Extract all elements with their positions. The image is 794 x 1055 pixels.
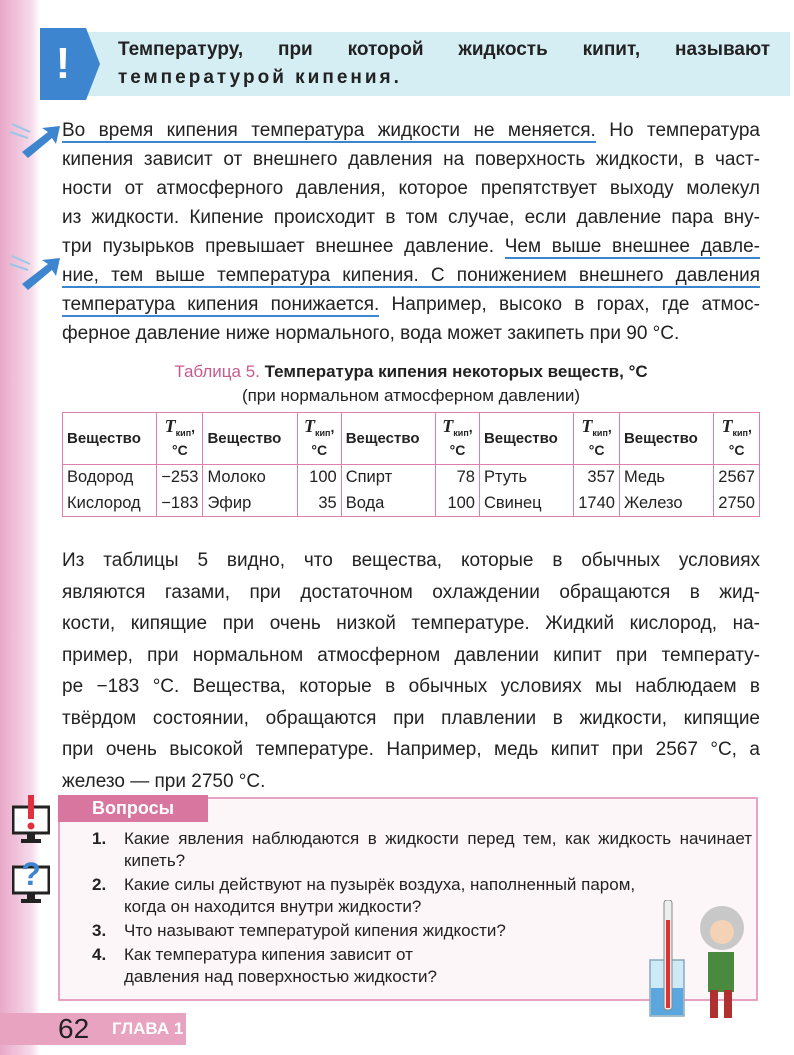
unit-label: °C	[311, 441, 328, 458]
question-text: Какие явления наблюдаются в жидкости перед тем, как жидкость начинает кипеть?	[124, 829, 752, 870]
text-line	[62, 232, 760, 261]
question-item	[92, 874, 652, 918]
column-header-boiling-temp: $T_{кип}$, °C	[574, 413, 620, 465]
text-line	[62, 290, 760, 319]
unit-label: °C	[588, 441, 605, 458]
page-number: 62	[58, 1013, 90, 1044]
substance-cell: Железо	[619, 491, 713, 517]
text-line: кости, кипящие при очень низкой температуре. Жидкий кислород, на-	[62, 613, 760, 634]
boiling-temp-cell: 1740	[574, 491, 620, 517]
text-line	[62, 145, 760, 174]
column-header-boiling-temp: $T_{кип}$, °C	[157, 413, 203, 465]
boiling-temp-cell: 100	[297, 465, 341, 491]
table-row	[63, 491, 760, 517]
question-number: 2.	[92, 875, 107, 894]
text-line	[62, 261, 760, 290]
question-item	[92, 828, 752, 872]
boiling-temp-cell: 2750	[714, 491, 760, 517]
text-segment: ности от атмосферного давления, которое препятствует выходу молекул	[62, 178, 760, 199]
text-segment: три пузырьков превышает внешнее давление.	[62, 236, 505, 257]
underlined-text: температура кипения понижается.	[62, 294, 380, 315]
question-item	[92, 920, 692, 942]
question-number: 4.	[92, 945, 107, 964]
unit-label: °C	[728, 441, 745, 458]
paragraph-table-explanation	[62, 545, 760, 797]
subscript-kip: кип	[175, 427, 192, 438]
chapter-label: ГЛАВА 1	[112, 1019, 184, 1038]
unit-label: °C	[449, 441, 466, 458]
text-line: пример, при нормальном атмосферном давлении кипит при температу-	[62, 644, 760, 666]
column-header-substance: Вещество	[341, 413, 435, 465]
subscript-kip: кип	[592, 427, 608, 438]
boiling-temp-cell: 2567	[714, 465, 760, 491]
boiling-temp-cell: −253	[157, 465, 203, 491]
arrow-pointer-icon	[8, 250, 64, 290]
boiling-temp-cell: 357	[574, 465, 620, 491]
professor-illustration	[640, 900, 760, 1020]
text-segment: Например, высоко в горах, где атмос-	[379, 294, 760, 315]
symbol-t: T	[164, 416, 176, 437]
question-number: 1.	[92, 829, 107, 848]
substance-cell: Ртуть	[479, 465, 573, 491]
text-line: ре −183 °C. Вещества, которые в обычных условиях мы наблюдаем в	[62, 676, 760, 697]
symbol-t: T	[581, 416, 593, 437]
substance-cell: Спирт	[341, 465, 435, 491]
text-segment: Но температура	[595, 120, 761, 141]
boiling-point-table	[62, 412, 760, 517]
substance-cell: Водород	[63, 465, 157, 491]
table-subtitle: (при нормальном атмосферном давлении)	[241, 386, 581, 405]
definition-box	[40, 28, 790, 100]
subscript-kip: кип	[315, 427, 331, 438]
svg-text:?: ?	[21, 856, 41, 892]
text-line: Из таблицы 5 видно, что вещества, которые в обычных условиях	[62, 550, 760, 571]
substance-cell: Молоко	[203, 465, 297, 491]
question-text: Что называют температурой кипения жидкости?	[124, 921, 506, 940]
question-item	[92, 944, 492, 988]
text-segment: ферное давление ниже нормального, вода может закипеть при 90 °C.	[62, 323, 680, 344]
paragraph-boiling	[62, 116, 760, 348]
table-title: Температура кипения некоторых веществ, °C	[264, 362, 648, 381]
symbol-t: T	[442, 416, 454, 437]
symbol-t: T	[721, 416, 733, 437]
underlined-text: Во время кипения температура жидкости не меняется.	[62, 120, 596, 141]
questions-title: Вопросы	[58, 795, 208, 822]
text-segment: из жидкости. Кипение происходит в том случае, если давление пара вну-	[62, 207, 760, 228]
text-line: при очень высокой температуре. Например, медь кипит при 2567 °C, а	[62, 739, 760, 760]
column-header-boiling-temp: $T_{кип}$, °C	[435, 413, 479, 465]
column-header-substance: Вещество	[619, 413, 713, 465]
column-header-boiling-temp: $T_{кип}$, °C	[297, 413, 341, 465]
symbol-t: T	[304, 416, 316, 437]
monitor-question-icon	[12, 855, 50, 905]
definition-text: Температуру, при которой жидкость кипит, называют температурой кипения.	[118, 39, 770, 88]
substance-cell: Кислород	[63, 491, 157, 517]
text-line	[62, 116, 760, 145]
subscript-kip: кип	[453, 427, 469, 438]
text-line: являются газами, при достаточном охлаждении обращаются в жид-	[62, 581, 760, 603]
column-header-substance: Вещество	[63, 413, 157, 465]
table-caption	[62, 360, 760, 408]
monitor-exclamation-icon	[12, 795, 50, 845]
table-number: Таблица 5.	[174, 362, 260, 381]
unit-label: °C	[171, 441, 188, 458]
boiling-temp-cell: 35	[297, 491, 341, 517]
column-header-boiling-temp: $T_{кип}$, °C	[714, 413, 760, 465]
table-row	[63, 465, 760, 491]
boiling-temp-cell: −183	[157, 491, 203, 517]
column-header-substance: Вещество	[479, 413, 573, 465]
text-line	[62, 174, 760, 203]
underlined-text: Чем выше внешнее давле-	[504, 236, 760, 257]
question-text: Как температура кипения зависит от давления над поверхностью жидкости?	[124, 945, 437, 986]
boiling-temp-cell: 78	[435, 465, 479, 491]
exclamation-icon: !	[40, 28, 86, 100]
question-text: Какие силы действуют на пузырёк воздуха, наполненный паром, когда он находится внутри жидкости?	[124, 875, 636, 916]
text-line: железо — при 2750 °C.	[62, 770, 266, 792]
text-segment: кипения зависит от внешнего давления на поверхность жидкости, в част-	[62, 149, 760, 170]
arrow-pointer-icon	[8, 118, 64, 158]
page-footer	[0, 1013, 186, 1045]
questions-list	[92, 828, 752, 990]
substance-cell: Свинец	[479, 491, 573, 517]
text-line	[62, 319, 760, 348]
text-line: твёрдом состоянии, обращаются при плавлении в жидкости, кипящие	[62, 707, 760, 729]
question-number: 3.	[92, 921, 107, 940]
substance-cell: Эфир	[203, 491, 297, 517]
column-header-substance: Вещество	[203, 413, 297, 465]
substance-cell: Вода	[341, 491, 435, 517]
boiling-temp-cell: 100	[435, 491, 479, 517]
underlined-text: ние, тем выше температура кипения. С понижением внешнего давления	[62, 265, 760, 286]
text-line	[62, 203, 760, 232]
subscript-kip: кип	[732, 427, 748, 438]
substance-cell: Медь	[619, 465, 713, 491]
